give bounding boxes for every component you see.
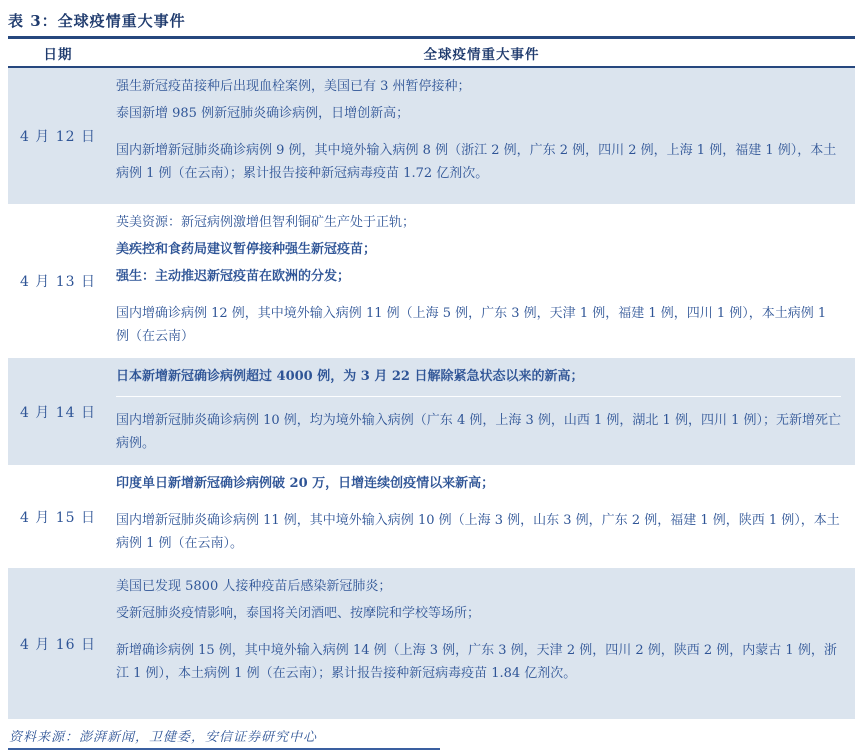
table-row: [8, 68, 855, 204]
date-cell: 4 月 15 日: [19, 509, 97, 526]
date-cell: 4 月 14 日: [19, 404, 97, 421]
event-paragraph: 印度单日新增新冠确诊病例破 20 万，日增连续创疫情以来新高；: [116, 476, 495, 491]
source-note: 资料来源：澎湃新闻，卫健委，安信证券研究中心: [9, 730, 318, 745]
table-title: 表 3：全球疫情重大事件: [8, 12, 186, 30]
event-paragraph: 国内增新冠肺炎确诊病例 11 例，其中境外输入病例 10 例（上海 3 例，山东 3 例，广东 2 例，福建 1 例，陕西 1 例），本土病例 1 例（在云南）。: [116, 513, 840, 551]
events-cell: [108, 465, 855, 568]
events-cell: [108, 68, 855, 204]
event-paragraph: 强生：主动推迟新冠疫苗在欧洲的分发；: [116, 269, 351, 284]
date-cell: 4 月 13 日: [19, 274, 97, 290]
table-body: [8, 68, 855, 719]
table-row: [8, 568, 855, 719]
event-paragraph: 新增确诊病例 15 例，其中境外输入病例 14 例（上海 3 例，广东 3 例，天津 2 例，四川 2 例，陕西 2 例，内蒙古 1 例，浙江 1 例），本土病例 1 例（在云南）；累计报告接种新冠病毒疫苗 1.84 亿剂次。: [116, 643, 837, 681]
date-cell: 4 月 16 日: [19, 636, 97, 653]
event-paragraph: 泰国新增 985 例新冠肺炎确诊病例，日增创新高；: [116, 106, 410, 121]
event-paragraph: 强生新冠疫苗接种后出现血栓案例，美国已有 3 州暂停接种；: [116, 79, 471, 94]
event-paragraph: 日本新增新冠确诊病例超过 4000 例，为 3 月 22 日解除紧急状态以来的新高；: [116, 365, 841, 397]
column-header-date: 日期: [43, 47, 73, 63]
event-paragraph: 美国已发现 5800 人接种疫苗后感染新冠肺炎；: [116, 579, 392, 594]
table-row: [8, 358, 855, 465]
date-cell: 4 月 12 日: [19, 129, 97, 145]
event-paragraph: 国内增确诊病例 12 例，其中境外输入病例 11 例（上海 5 例，广东 3 例，天津 1 例，福建 1 例，四川 1 例），本土病例 1 例（在云南）: [116, 306, 827, 344]
event-paragraph: 国内新增新冠肺炎确诊病例 9 例，其中境外输入病例 8 例（浙江 2 例，广东 2 例，四川 2 例，上海 1 例，福建 1 例），本土病例 1 例（在云南）；累计报告接种新冠病毒疫苗 1.72 亿剂次。: [116, 143, 837, 181]
table-row: [8, 204, 855, 358]
event-paragraph: 受新冠肺炎疫情影响，泰国将关闭酒吧、按摩院和学校等场所；: [116, 606, 481, 621]
events-cell: [108, 204, 855, 358]
table-header-row: [8, 39, 855, 68]
event-paragraph: 国内增新冠肺炎确诊病例 10 例，均为境外输入病例（广东 4 例，上海 3 例，山西 1 例，湖北 1 例，四川 1 例）；无新增死亡病例。: [116, 413, 841, 451]
event-paragraph: 美疾控和食药局建议暂停接种强生新冠疫苗；: [116, 242, 377, 257]
event-paragraph: 英美资源：新冠病例激增但智利铜矿生产处于正轨；: [116, 215, 416, 230]
column-header-events: 全球疫情重大事件: [423, 47, 540, 63]
events-cell: [108, 358, 855, 465]
table-row: [8, 465, 855, 568]
events-cell: [108, 568, 855, 719]
